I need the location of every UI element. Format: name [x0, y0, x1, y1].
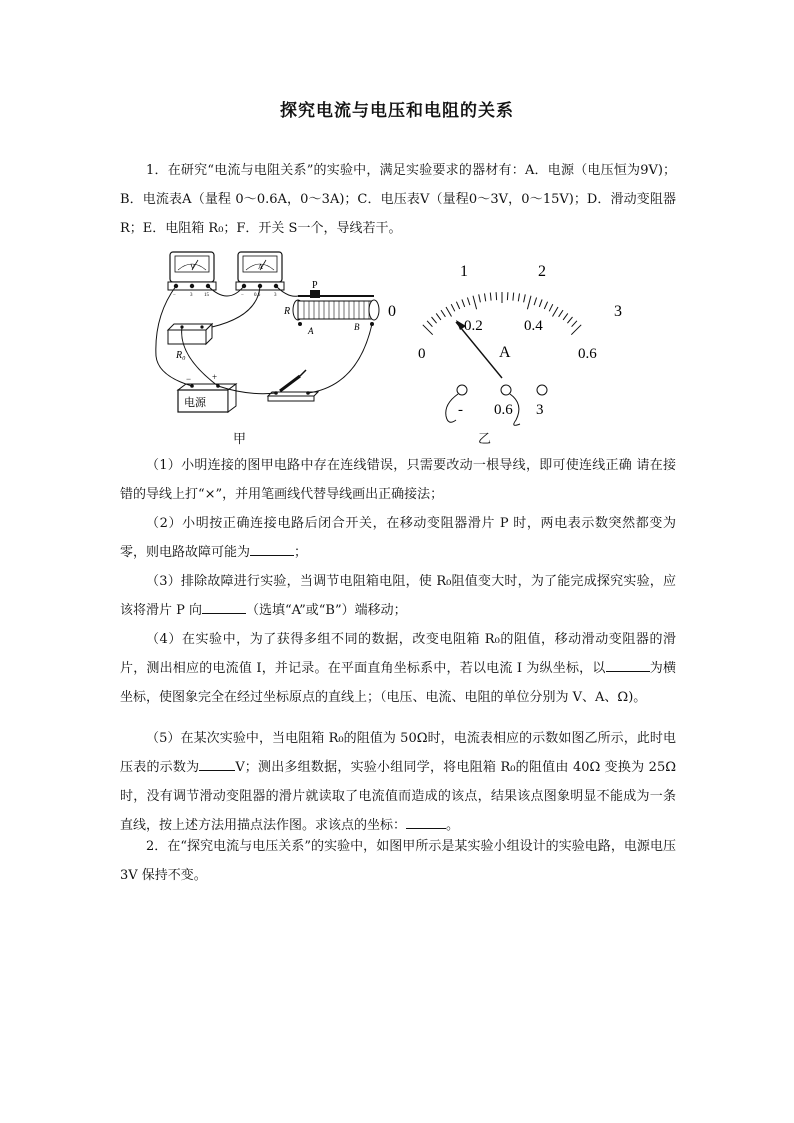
outer-scale-2: 2: [538, 263, 546, 280]
question-1-sub-5: [120, 724, 676, 840]
inner-scale-0.6: 0.6: [578, 346, 597, 362]
dial-tick: [571, 325, 581, 335]
battery-plus-label: +: [212, 372, 218, 382]
dial-tick: [485, 293, 486, 301]
question-2-intro: 2．在“探究电流与电压关系”的实验中，如图甲所示是某实验小组设计的实验电路，电源电压 3V 保持不变。: [120, 839, 676, 883]
dial-tick: [534, 298, 537, 306]
sub-4-text: （4）在实验中，为了获得多组不同的数据，改变电阻箱 R₀的阻值，移动滑动变阻器的滑片，测出相应的电流值 I，并记录。在平面直角坐标系中，若以电流 I 为纵坐标，以: [120, 632, 676, 676]
terminal-3-label: 3: [536, 402, 544, 418]
wire-minus: [446, 394, 458, 422]
sub-4-end: 为横坐标，使图象完全在经过坐标原点的直线上；（电压、电流、电阻的单位分别为 V、A、Ω)。: [120, 661, 676, 705]
dial-tick: [467, 298, 470, 306]
dial-tick: [423, 325, 433, 335]
dial-tick: [496, 292, 497, 300]
dial-tick: [572, 321, 577, 327]
switch-icon: [268, 370, 318, 401]
dial-tick: [513, 293, 514, 301]
sub-5-end: 。: [446, 818, 460, 833]
dial-tick: [436, 313, 441, 320]
sub-5-middle: V；测出多组数据，实验小组同学，将电阻箱 R₀的阻值由 40Ω 变换为 25Ω时，没有调节滑动变阻器的滑片就读取了电流值而造成的该点，结果该点图象明显不能成为一条直线，按上述方法用描点法作图。求该点的坐标：: [120, 760, 676, 833]
question-1-intro: 1．在研究“电流与电阻关系”的实验中，满足实验要求的器材有：A．电源（电压恒为9V)；B．电流表A（量程 0～0.6A，0～3A)；C．电压表V（量程0～3V，0～15V)；D．滑动变阻器 R；E．电阻箱 R₀；F．开关 S一个，导线若干。: [120, 163, 676, 236]
sub-2-end: ；: [294, 545, 308, 560]
dial-tick: [549, 304, 553, 311]
dial-tick: [527, 296, 531, 310]
voltmeter-terminal-minus: −: [173, 293, 176, 298]
voltmeter-icon: [168, 252, 216, 290]
rheostat-icon: [293, 290, 379, 326]
dial-tick: [473, 296, 477, 310]
resistor-box-icon: [168, 324, 212, 344]
ammeter-label: A: [258, 263, 264, 271]
dial-tick: [518, 293, 519, 301]
answer-blank-2[interactable]: [250, 541, 294, 556]
answer-blank-5b[interactable]: [406, 814, 446, 829]
terminal-0.6-label: 0.6: [494, 402, 513, 418]
dial-tick: [567, 317, 572, 323]
figure-jia-caption: 甲: [233, 432, 247, 447]
inner-scale-0.2: 0.2: [464, 318, 483, 334]
voltmeter-label: V: [190, 263, 196, 271]
dial-tick: [507, 292, 508, 300]
battery-label: 电源: [184, 397, 206, 409]
battery-minus-label: −: [186, 374, 192, 384]
ammeter-dial-yi: [384, 254, 634, 434]
rheostat-label-r: R: [284, 306, 291, 317]
question-1-sub-1: （1）小明连接的图甲电路中存在连线错误，只需要改动一根导线，即可使连线正确 请在接错的导线上打“×”，并用笔画线代替导线画出正确接法；: [120, 458, 676, 502]
voltmeter-terminal-15: 15: [204, 293, 209, 298]
outer-scale-1: 1: [460, 263, 468, 280]
dial-tick: [456, 302, 459, 309]
sub-3-text: （3）排除故障进行实验，当调节电阻箱电阻，使 R₀阻值变大时，为了能完成探究实验，应该将滑片 P 向: [120, 574, 676, 618]
resistor-box-label: R₀: [176, 350, 186, 361]
dial-tick: [559, 310, 563, 317]
ammeter-icon: [236, 252, 284, 290]
outer-scale-0: 0: [388, 303, 396, 320]
terminal-minus-icon: [457, 385, 467, 395]
figure-yi-caption: 乙: [478, 432, 492, 447]
rheostat-label-p: P: [312, 280, 318, 291]
dial-tick: [539, 299, 542, 307]
dial-tick: [563, 313, 568, 320]
sub-2-text: （2）小明按正确连接电路后闭合开关，在移动变阻器滑片 P 时，两电表示数突然都变为零，则电路故障可能为: [120, 516, 676, 560]
ammeter-terminal-3: 3: [274, 293, 277, 298]
dial-unit-label: A: [499, 344, 511, 361]
ammeter-terminal-0.6: 0.6: [254, 293, 261, 298]
inner-scale-0.4: 0.4: [524, 318, 543, 334]
sub-3-end: （选填“A”或“B”）端移动；: [246, 603, 407, 618]
dial-tick: [441, 310, 445, 317]
sub-5-text: （5）在某次实验中，当电阻箱 R₀的阻值为 50Ω时，电流表相应的示数如图乙所示，此时电压表的示数为: [120, 731, 676, 775]
question-1-sub-4: [120, 625, 676, 712]
dial-tick: [544, 302, 547, 309]
dial-tick: [427, 321, 432, 327]
dial-tick: [479, 294, 481, 302]
outer-scale-3: 3: [614, 303, 622, 320]
question-1-sub-3: [120, 567, 676, 625]
terminal-3-icon: [537, 385, 547, 395]
rheostat-label-a: A: [308, 326, 314, 336]
dial-tick: [446, 307, 452, 317]
dial-tick: [553, 307, 559, 317]
voltmeter-terminal-3: 3: [190, 293, 193, 298]
page-title: 探究电流与电压和电阻的关系: [280, 101, 514, 121]
ammeter-terminal-minus: −: [241, 293, 244, 298]
dial-tick: [524, 294, 526, 302]
question-1-sub-2: [120, 509, 676, 567]
circuit-diagram-jia: [148, 246, 388, 446]
dial-tick: [432, 317, 437, 323]
dial-tick: [490, 293, 491, 301]
terminal-0.6-icon: [501, 385, 511, 395]
dial-tick: [451, 304, 455, 311]
inner-scale-0: 0: [418, 346, 426, 362]
terminal-minus-label: -: [458, 402, 463, 418]
answer-blank-3[interactable]: [202, 599, 246, 614]
dial-tick: [462, 299, 465, 307]
dial-ticks: [423, 292, 581, 335]
answer-blank-4[interactable]: [606, 657, 650, 672]
answer-blank-5a[interactable]: [199, 756, 235, 771]
rheostat-label-b: B: [354, 322, 360, 332]
